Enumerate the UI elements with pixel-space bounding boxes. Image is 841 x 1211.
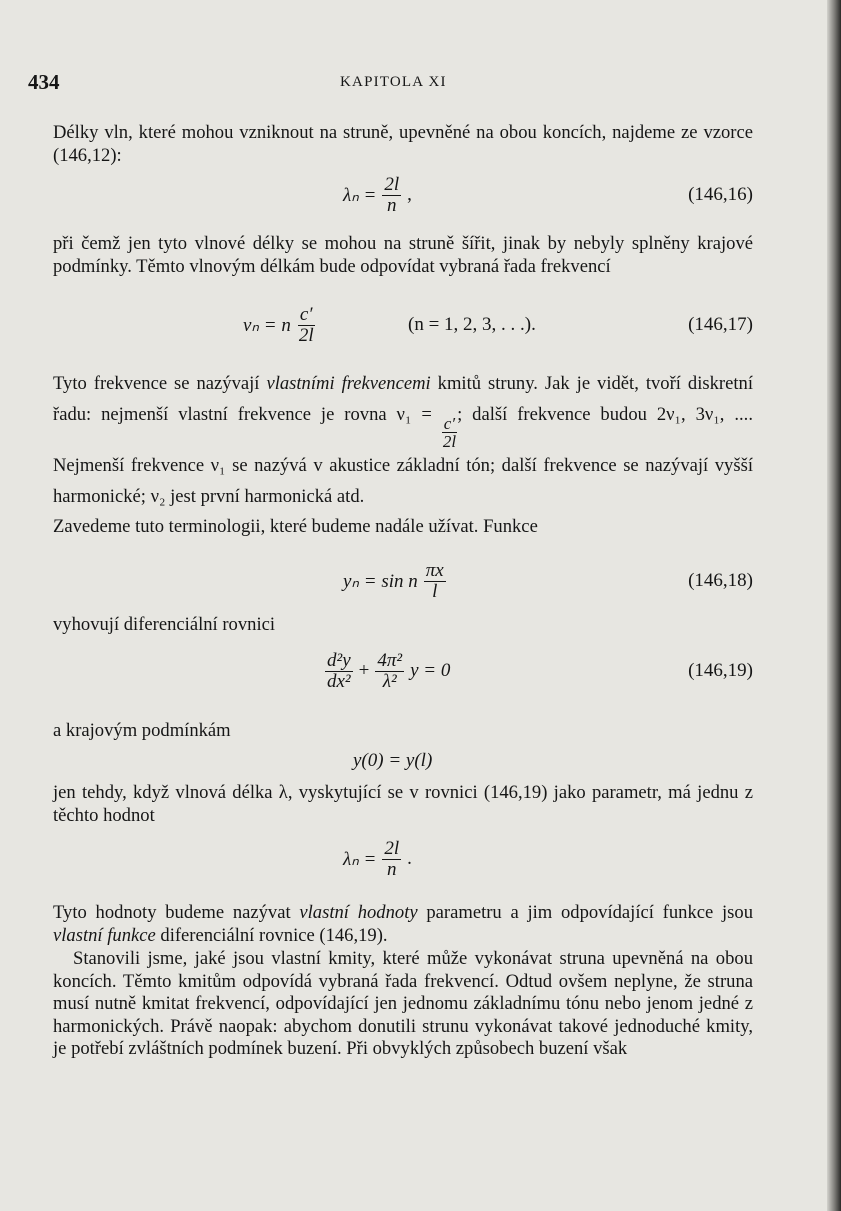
paragraph-eigenvalue-condition: jen tehdy, když vlnová délka λ, vyskytující se v rovnici (146,19) jako parametr, má jednu z těchto hodnot bbox=[53, 782, 753, 826]
page-number: 434 bbox=[28, 70, 60, 94]
eq18-numerator: πx bbox=[425, 559, 444, 581]
p8-emphasis-1: vlastní hodnoty bbox=[299, 902, 418, 923]
eq19-fraction-2 bbox=[375, 651, 404, 692]
eq18-fraction bbox=[424, 561, 446, 602]
equation-146-17 bbox=[53, 302, 753, 348]
inline-nu1-numerator: c′ bbox=[443, 414, 456, 433]
equation-boundary bbox=[53, 738, 753, 784]
paragraph-boundary-conditions: a krajovým podmínkám bbox=[53, 720, 231, 741]
eq21-numerator: 2l bbox=[384, 837, 400, 859]
equation-146-16 bbox=[53, 172, 753, 218]
eq19-rhs: y = 0 bbox=[410, 660, 451, 681]
eq17-condition: (n = 1, 2, 3, . . .). bbox=[408, 314, 536, 335]
eq16-numerator: 2l bbox=[384, 173, 400, 195]
eq16-denominator: n bbox=[387, 194, 397, 216]
inline-nu1-denominator: 2l bbox=[442, 432, 457, 451]
eq19-fraction-1 bbox=[325, 651, 353, 692]
page-header bbox=[28, 70, 768, 98]
eq17-label: (146,17) bbox=[688, 314, 753, 335]
eq16-lhs: λₙ = bbox=[343, 184, 377, 206]
boundary-condition: y(0) = y(l) bbox=[353, 750, 433, 771]
equation-146-19 bbox=[53, 648, 753, 694]
p8-part-c: diferenciální rovnice (146,19). bbox=[155, 924, 388, 946]
paragraph-frequencies: při čemž jen tyto vlnové délky se mohou na struně šířit, jinak by nebyly splněny krajové podmínky. Těmto vlnovým délkám bude odpovídat vybraná řada frekvencí bbox=[53, 233, 753, 277]
paragraph-wavelengths: Délky vln, které mohou vzniknout na struně, upevněné na obou koncích, najdeme ze vzorce (146,12): bbox=[53, 122, 753, 166]
p8-part-a: Tyto hodnoty budeme nazývat bbox=[53, 902, 300, 923]
paragraph-terminology: Zavedeme tuto terminologii, které budeme nadále užívat. Funkce bbox=[53, 516, 538, 537]
p8-part-b: parametru a jim odpovídající funkce jsou bbox=[417, 902, 753, 923]
paragraph-eigenvalues bbox=[53, 902, 753, 947]
paragraph-differential-equation: vyhovují diferenciální rovnici bbox=[53, 614, 276, 635]
inline-fraction-nu1 bbox=[442, 415, 457, 450]
paragraph-eigenfrequencies bbox=[53, 368, 753, 512]
eq19-numerator-1: d²y bbox=[327, 649, 351, 671]
p3-part-c: ; další frekvence budou 2ν₁, 3ν₁, .... Nejmenší frekvence ν₁ se nazývá v akustice základní tón; další frekvence se nazývají vyšší harmonické; ν₂ jest první harmonická atd. bbox=[53, 404, 753, 507]
eq17-lhs: νₙ = n bbox=[243, 314, 291, 336]
eq19-denominator-1: dx² bbox=[327, 670, 351, 692]
eq17-fraction bbox=[297, 305, 316, 346]
eq16-label: (146,16) bbox=[688, 184, 753, 205]
eq19-denominator-2: λ² bbox=[382, 670, 397, 692]
eq21-lhs: λₙ = bbox=[343, 848, 377, 870]
equation-146-18 bbox=[53, 558, 753, 604]
eq19-numerator-2: 4π² bbox=[377, 649, 403, 671]
p3-part-a: Tyto frekvence se nazývají bbox=[53, 373, 267, 394]
paragraph-excitation: Stanovili jsme, jaké jsou vlastní kmity, které může vykonávat struna upevněná na obou koncích. Těmto kmitům odpovídá vybraná řada frekvencí. Odtud ovšem neplyne, že struna musí nutně kmitat frekvencí, odpovídající jen jednomu základnímu tónu nebo jenom jedné z harmonických. Právě naopak: abychom donutili strunu vykonávat takové jednoduché kmity, je potřebí zvláštních podmínek buzení. Při obvyklých způsobech buzení však bbox=[53, 948, 753, 1059]
eq16-fraction bbox=[382, 175, 401, 216]
eq18-lhs: yₙ = sin n bbox=[343, 570, 418, 592]
eq21-denominator: n bbox=[387, 858, 397, 880]
eq18-denominator: l bbox=[432, 580, 438, 602]
eq19-label: (146,19) bbox=[688, 660, 753, 681]
eq21-fraction bbox=[382, 839, 401, 880]
eq18-label: (146,18) bbox=[688, 570, 753, 591]
p3-part-b: kmitů struny. Jak je vidět, tvoří diskretní řadu: nejmenší vlastní frekvence je rovna ν₁ = bbox=[53, 373, 753, 425]
p3-emphasis: vlastními frekvencemi bbox=[266, 373, 431, 394]
eq17-numerator: c′ bbox=[299, 303, 313, 325]
equation-eigenvalues bbox=[53, 836, 753, 882]
eq19-plus: + bbox=[358, 660, 370, 681]
p8-emphasis-2: vlastní funkce bbox=[53, 924, 156, 946]
eq17-denominator: 2l bbox=[298, 324, 314, 346]
eq16-tail: , bbox=[407, 184, 412, 205]
eq21-tail: . bbox=[407, 848, 412, 869]
page-edge bbox=[827, 0, 841, 1211]
chapter-title: KAPITOLA XI bbox=[340, 74, 447, 90]
